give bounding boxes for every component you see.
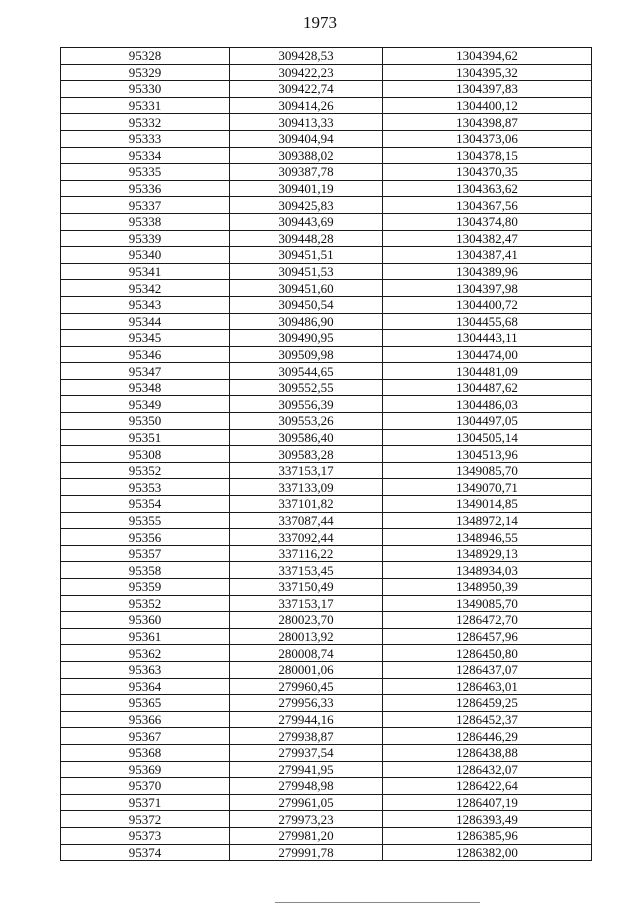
point-number-cell: 95349 <box>61 396 230 413</box>
y-coordinate-cell: 1304443,11 <box>383 330 592 347</box>
table-row <box>61 429 592 446</box>
table-row <box>61 496 592 513</box>
x-coordinate-cell: 309451,53 <box>230 263 383 280</box>
y-coordinate-cell: 1286450,80 <box>383 645 592 662</box>
y-coordinate-cell: 1286457,96 <box>383 628 592 645</box>
point-number-cell: 95331 <box>61 97 230 114</box>
y-coordinate-cell: 1349014,85 <box>383 496 592 513</box>
x-coordinate-cell: 309401,19 <box>230 180 383 197</box>
point-number-cell: 95371 <box>61 794 230 811</box>
table-row <box>61 711 592 728</box>
x-coordinate-cell: 309425,83 <box>230 197 383 214</box>
x-coordinate-cell: 279941,95 <box>230 761 383 778</box>
table-row <box>61 413 592 430</box>
point-number-cell: 95368 <box>61 744 230 761</box>
x-coordinate-cell: 309388,02 <box>230 147 383 164</box>
y-coordinate-cell: 1286463,01 <box>383 678 592 695</box>
table-row <box>61 529 592 546</box>
table-row <box>61 81 592 98</box>
table-row <box>61 446 592 463</box>
y-coordinate-cell: 1304398,87 <box>383 114 592 131</box>
table-row <box>61 48 592 65</box>
x-coordinate-cell: 280013,92 <box>230 628 383 645</box>
x-coordinate-cell: 337153,17 <box>230 595 383 612</box>
y-coordinate-cell: 1304370,35 <box>383 164 592 181</box>
y-coordinate-cell: 1304487,62 <box>383 379 592 396</box>
x-coordinate-cell: 337116,22 <box>230 545 383 562</box>
point-number-cell: 95352 <box>61 462 230 479</box>
point-number-cell: 95357 <box>61 545 230 562</box>
point-number-cell: 95337 <box>61 197 230 214</box>
point-number-cell: 95372 <box>61 811 230 828</box>
x-coordinate-cell: 279991,78 <box>230 844 383 861</box>
point-number-cell: 95345 <box>61 330 230 347</box>
x-coordinate-cell: 309552,55 <box>230 379 383 396</box>
x-coordinate-cell: 279956,33 <box>230 695 383 712</box>
x-coordinate-cell: 279981,20 <box>230 827 383 844</box>
x-coordinate-cell: 280001,06 <box>230 661 383 678</box>
y-coordinate-cell: 1286438,88 <box>383 744 592 761</box>
table-row <box>61 180 592 197</box>
x-coordinate-cell: 309509,98 <box>230 346 383 363</box>
point-number-cell: 95328 <box>61 48 230 65</box>
x-coordinate-cell: 309450,54 <box>230 296 383 313</box>
y-coordinate-cell: 1286422,64 <box>383 778 592 795</box>
table-row <box>61 645 592 662</box>
x-coordinate-cell: 337153,45 <box>230 562 383 579</box>
table-row <box>61 213 592 230</box>
table-row <box>61 612 592 629</box>
x-coordinate-cell: 279937,54 <box>230 744 383 761</box>
point-number-cell: 95356 <box>61 529 230 546</box>
table-row <box>61 147 592 164</box>
x-coordinate-cell: 309413,33 <box>230 114 383 131</box>
point-number-cell: 95330 <box>61 81 230 98</box>
point-number-cell: 95360 <box>61 612 230 629</box>
x-coordinate-cell: 337153,17 <box>230 462 383 479</box>
y-coordinate-cell: 1304481,09 <box>383 363 592 380</box>
table-row <box>61 197 592 214</box>
x-coordinate-cell: 309586,40 <box>230 429 383 446</box>
y-coordinate-cell: 1348972,14 <box>383 512 592 529</box>
table-row <box>61 761 592 778</box>
x-coordinate-cell: 309404,94 <box>230 130 383 147</box>
point-number-cell: 95367 <box>61 728 230 745</box>
table-row <box>61 379 592 396</box>
point-number-cell: 95350 <box>61 413 230 430</box>
point-number-cell: 95374 <box>61 844 230 861</box>
x-coordinate-cell: 309422,74 <box>230 81 383 98</box>
x-coordinate-cell: 279948,98 <box>230 778 383 795</box>
table-row <box>61 579 592 596</box>
y-coordinate-cell: 1286385,96 <box>383 827 592 844</box>
table-row <box>61 296 592 313</box>
point-number-cell: 95335 <box>61 164 230 181</box>
y-coordinate-cell: 1286437,07 <box>383 661 592 678</box>
y-coordinate-cell: 1348934,03 <box>383 562 592 579</box>
x-coordinate-cell: 309387,78 <box>230 164 383 181</box>
y-coordinate-cell: 1286459,25 <box>383 695 592 712</box>
table-row <box>61 363 592 380</box>
point-number-cell: 95364 <box>61 678 230 695</box>
x-coordinate-cell: 309422,23 <box>230 64 383 81</box>
y-coordinate-cell: 1286407,19 <box>383 794 592 811</box>
point-number-cell: 95332 <box>61 114 230 131</box>
y-coordinate-cell: 1304373,06 <box>383 130 592 147</box>
y-coordinate-cell: 1348950,39 <box>383 579 592 596</box>
point-number-cell: 95369 <box>61 761 230 778</box>
y-coordinate-cell: 1304497,05 <box>383 413 592 430</box>
table-row <box>61 280 592 297</box>
table-row <box>61 844 592 861</box>
y-coordinate-cell: 1349085,70 <box>383 462 592 479</box>
y-coordinate-cell: 1304400,72 <box>383 296 592 313</box>
x-coordinate-cell: 279944,16 <box>230 711 383 728</box>
x-coordinate-cell: 309544,65 <box>230 363 383 380</box>
y-coordinate-cell: 1304367,56 <box>383 197 592 214</box>
x-coordinate-cell: 309486,90 <box>230 313 383 330</box>
point-number-cell: 95351 <box>61 429 230 446</box>
x-coordinate-cell: 337150,49 <box>230 579 383 596</box>
table-row <box>61 396 592 413</box>
point-number-cell: 95343 <box>61 296 230 313</box>
y-coordinate-cell: 1348946,55 <box>383 529 592 546</box>
x-coordinate-cell: 337087,44 <box>230 512 383 529</box>
y-coordinate-cell: 1304389,96 <box>383 263 592 280</box>
point-number-cell: 95342 <box>61 280 230 297</box>
point-number-cell: 95338 <box>61 213 230 230</box>
point-number-cell: 95366 <box>61 711 230 728</box>
bottom-divider <box>275 902 480 903</box>
point-number-cell: 95353 <box>61 479 230 496</box>
page-number: 1973 <box>303 13 337 32</box>
table-row <box>61 462 592 479</box>
y-coordinate-cell: 1286472,70 <box>383 612 592 629</box>
y-coordinate-cell: 1304387,41 <box>383 247 592 264</box>
point-number-cell: 95355 <box>61 512 230 529</box>
point-number-cell: 95346 <box>61 346 230 363</box>
x-coordinate-cell: 309428,53 <box>230 48 383 65</box>
y-coordinate-cell: 1304397,83 <box>383 81 592 98</box>
table-row <box>61 313 592 330</box>
point-number-cell: 95363 <box>61 661 230 678</box>
point-number-cell: 95359 <box>61 579 230 596</box>
point-number-cell: 95339 <box>61 230 230 247</box>
table-row <box>61 678 592 695</box>
x-coordinate-cell: 309556,39 <box>230 396 383 413</box>
table-row <box>61 827 592 844</box>
table-row <box>61 479 592 496</box>
table-row <box>61 130 592 147</box>
x-coordinate-cell: 309553,26 <box>230 413 383 430</box>
table-row <box>61 97 592 114</box>
table-row <box>61 728 592 745</box>
x-coordinate-cell: 280008,74 <box>230 645 383 662</box>
table-row <box>61 247 592 264</box>
x-coordinate-cell: 279961,05 <box>230 794 383 811</box>
y-coordinate-cell: 1304394,62 <box>383 48 592 65</box>
y-coordinate-cell: 1304397,98 <box>383 280 592 297</box>
x-coordinate-cell: 309451,51 <box>230 247 383 264</box>
y-coordinate-cell: 1349085,70 <box>383 595 592 612</box>
table-row <box>61 114 592 131</box>
point-number-cell: 95329 <box>61 64 230 81</box>
point-number-cell: 95348 <box>61 379 230 396</box>
table-row <box>61 263 592 280</box>
point-number-cell: 95341 <box>61 263 230 280</box>
point-number-cell: 95340 <box>61 247 230 264</box>
point-number-cell: 95373 <box>61 827 230 844</box>
y-coordinate-cell: 1304378,15 <box>383 147 592 164</box>
y-coordinate-cell: 1304513,96 <box>383 446 592 463</box>
x-coordinate-cell: 279960,45 <box>230 678 383 695</box>
x-coordinate-cell: 337092,44 <box>230 529 383 546</box>
table-row <box>61 330 592 347</box>
table-row <box>61 512 592 529</box>
table-row <box>61 164 592 181</box>
y-coordinate-cell: 1304400,12 <box>383 97 592 114</box>
table-row <box>61 545 592 562</box>
table-row <box>61 562 592 579</box>
x-coordinate-cell: 279938,87 <box>230 728 383 745</box>
x-coordinate-cell: 279973,23 <box>230 811 383 828</box>
x-coordinate-cell: 309490,95 <box>230 330 383 347</box>
x-coordinate-cell: 309414,26 <box>230 97 383 114</box>
y-coordinate-cell: 1304382,47 <box>383 230 592 247</box>
y-coordinate-cell: 1286393,49 <box>383 811 592 828</box>
table-row <box>61 794 592 811</box>
y-coordinate-cell: 1286432,07 <box>383 761 592 778</box>
point-number-cell: 95334 <box>61 147 230 164</box>
point-number-cell: 95354 <box>61 496 230 513</box>
point-number-cell: 95352 <box>61 595 230 612</box>
table-row <box>61 778 592 795</box>
point-number-cell: 95333 <box>61 130 230 147</box>
y-coordinate-cell: 1304505,14 <box>383 429 592 446</box>
table-row <box>61 628 592 645</box>
point-number-cell: 95365 <box>61 695 230 712</box>
x-coordinate-cell: 309583,28 <box>230 446 383 463</box>
table-row <box>61 64 592 81</box>
y-coordinate-cell: 1304455,68 <box>383 313 592 330</box>
point-number-cell: 95370 <box>61 778 230 795</box>
table-row <box>61 346 592 363</box>
point-number-cell: 95361 <box>61 628 230 645</box>
table-row <box>61 811 592 828</box>
y-coordinate-cell: 1348929,13 <box>383 545 592 562</box>
y-coordinate-cell: 1286452,37 <box>383 711 592 728</box>
table-row <box>61 661 592 678</box>
point-number-cell: 95344 <box>61 313 230 330</box>
y-coordinate-cell: 1304395,32 <box>383 64 592 81</box>
table-row <box>61 230 592 247</box>
y-coordinate-cell: 1304474,00 <box>383 346 592 363</box>
y-coordinate-cell: 1349070,71 <box>383 479 592 496</box>
y-coordinate-cell: 1286382,00 <box>383 844 592 861</box>
table-row <box>61 744 592 761</box>
x-coordinate-cell: 337133,09 <box>230 479 383 496</box>
coordinates-table <box>60 47 592 861</box>
table-row <box>61 695 592 712</box>
x-coordinate-cell: 309448,28 <box>230 230 383 247</box>
x-coordinate-cell: 337101,82 <box>230 496 383 513</box>
y-coordinate-cell: 1304363,62 <box>383 180 592 197</box>
x-coordinate-cell: 309443,69 <box>230 213 383 230</box>
point-number-cell: 95358 <box>61 562 230 579</box>
coordinates-table-body <box>61 48 592 861</box>
point-number-cell: 95308 <box>61 446 230 463</box>
x-coordinate-cell: 280023,70 <box>230 612 383 629</box>
y-coordinate-cell: 1304374,80 <box>383 213 592 230</box>
point-number-cell: 95347 <box>61 363 230 380</box>
y-coordinate-cell: 1304486,03 <box>383 396 592 413</box>
point-number-cell: 95336 <box>61 180 230 197</box>
point-number-cell: 95362 <box>61 645 230 662</box>
table-row <box>61 595 592 612</box>
y-coordinate-cell: 1286446,29 <box>383 728 592 745</box>
x-coordinate-cell: 309451,60 <box>230 280 383 297</box>
